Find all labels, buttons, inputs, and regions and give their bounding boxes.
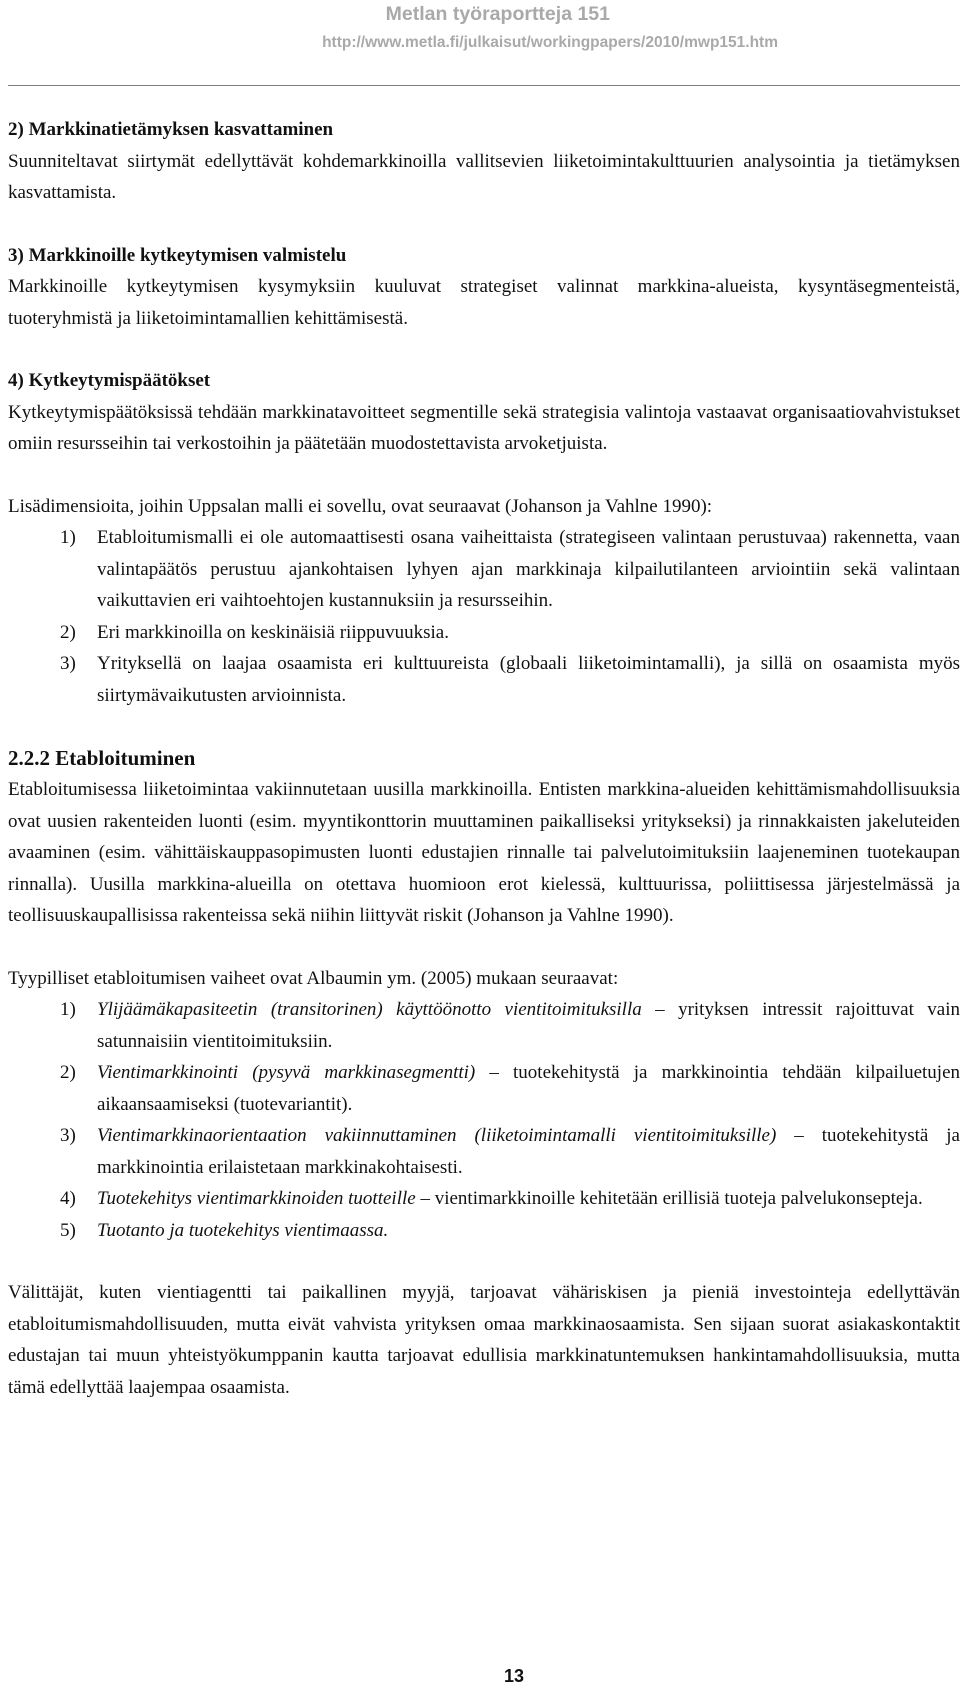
page-number: 13 (503, 1666, 525, 1686)
phase-text: – tuotekehitystä ja markkinointia tehdään kilpailuetujen aikaansaamiseksi (tuotevariantit). (97, 1062, 960, 1115)
section-2-text: Suunniteltavat siirtymät edellyttävät kohdemarkkinoilla vallitsevien liiketoimintakulttuurien analysointia ja tietämyksen kasvattamista. (8, 150, 960, 203)
page-body (8, 114, 960, 1434)
phase-text: – yrityksen intressit rajoittuvat vain satunnaisiin vientitoimituksiin. (97, 999, 960, 1052)
phase-title: Tuotekehitys vientimarkkinoiden tuotteille (97, 1188, 416, 1209)
phase-title: Vientimarkkinointi (pysyvä markkinasegmentti) (97, 1062, 476, 1083)
list-item (8, 1120, 960, 1183)
list-number: 2) (60, 1062, 76, 1083)
list-item (8, 1057, 960, 1120)
dimensions-block (8, 491, 960, 712)
section-222-para2-block (8, 1277, 960, 1403)
list-number: 2) (60, 621, 76, 643)
phase-title: Vientimarkkinaorientaation vakiinnuttaminen (liiketoimintamalli vientitoimituksille) (97, 1125, 777, 1146)
section-2 (8, 114, 960, 209)
phases-list (8, 994, 960, 1246)
phases-block (8, 963, 960, 1247)
list-text: Eri markkinoilla on keskinäisiä riippuvuuksia. (97, 621, 449, 643)
list-item (8, 994, 960, 1057)
section-2-heading: 2) Markkinatietämyksen kasvattaminen (8, 119, 334, 140)
dimensions-list (8, 522, 960, 711)
section-title: 2.2.2 Etabloituminen (8, 746, 196, 770)
list-text: Etabloitumismalli ei ole automaattisesti osana vaiheittaista (strategiseen valintaan perustuvaa) rakennetta, vaan valintapäätös perustuu ajankohtaisen lyhyen ajan markkinaja kilpailutilanteen arviointiin sekä valintaan vaikuttavien eri vaihtoehtojen kustannuksiin ja resursseihin. (97, 527, 960, 611)
list-number: 3) (60, 1125, 76, 1146)
list-number: 4) (60, 1188, 76, 1209)
list-number: 5) (60, 1219, 76, 1241)
section-3-heading: 3) Markkinoille kytkeytymisen valmistelu (8, 244, 347, 266)
section-222-para1-block (8, 774, 960, 932)
list-text: Yrityksellä on laajaa osaamista eri kulttuureista (globaali liiketoimintamalli), ja sillä on osaamista myös siirtymävaikutusten arvioinnista. (97, 653, 960, 706)
phases-intro: Tyypilliset etabloitumisen vaiheet ovat Albaumin ym. (2005) mukaan seuraavat: (8, 967, 619, 989)
series-url[interactable]: http://www.metla.fi/julkaisut/workingpapers/2010/mwp151.htm (322, 34, 778, 51)
section-4-text: Kytkeytymispäätöksissä tehdään markkinatavoitteet segmentille sekä strategisia valintoja vastaavat organisaatiovahvistukset omiin resursseihin tai verkostoihin ja päätetään muodostettavista arvoketjuista. (8, 401, 960, 454)
list-item (8, 1183, 960, 1215)
phase-title: Tuotanto ja tuotekehitys vientimaassa. (97, 1219, 389, 1241)
section-222-para1: Etabloitumisessa liiketoimintaa vakiinnutetaan uusilla markkinoilla. Entisten markkina-alueiden kehittämismahdollisuuksia ovat uusien rakenteiden luonti (esim. myyntikonttorin muuttaminen paikalliseksi yritykseksi) ja rinnakkaisten jakeluteiden avaaminen (esim. vähittäiskauppasopimusten luonti edustajien rinnalle tai palvelutoimituksiin laajeneminen tuotekaupan rinnalla). Uusilla markkina-alueilla on otettava huomioon erot kielessä, kulttuurissa, poliittisessa järjestelmässä ja teollisuuskaupallisissa rakenteissa sekä niihin liittyvät riskit (Johanson ja Vahlne 1990). (8, 779, 960, 926)
list-item (8, 617, 960, 649)
list-item (8, 1215, 960, 1247)
section-4 (8, 365, 960, 460)
header-rule (8, 85, 960, 86)
dimensions-intro: Lisädimensioita, joihin Uppsalan malli ei sovellu, ovat seuraavat (Johanson ja Vahlne 1990): (8, 495, 713, 517)
section-4-heading: 4) Kytkeytymispäätökset (8, 370, 211, 391)
list-number: 3) (60, 653, 76, 674)
phase-title: Ylijäämäkapasiteetin (transitorinen) käyttöönotto vientitoimituksilla (97, 999, 642, 1020)
section-222-para2: Välittäjät, kuten vientiagentti tai paikallinen myyjä, tarjoavat vähäriskisen ja pieniä investointeja edellyttävän etabloitumismahdollisuuden, mutta eivät vahvista yrityksen omaa markkinaosaamista. Sen sijaan suorat asiakaskontaktit edustajan tai muun yhteistyökumppanin kautta tarjoavat edullisia markkinatuntemuksen hankintamahdollisuuksia, mutta tämä edellyttää laajempaa osaamista. (8, 1282, 960, 1398)
list-item (8, 648, 960, 711)
section-3 (8, 240, 960, 335)
list-item (8, 522, 960, 617)
phase-text: – tuotekehitystä ja markkinointia erilaistetaan markkinakohtaisesti. (97, 1125, 960, 1178)
list-number: 1) (60, 999, 76, 1020)
phase-text: – vientimarkkinoille kehitetään erillisiä tuoteja palvelukonsepteja. (415, 1188, 923, 1209)
series-title: Metlan työraportteja 151 (385, 3, 610, 25)
section-3-text: Markkinoille kytkeytymisen kysymyksiin kuuluvat strategiset valinnat markkina-alueista, kysyntäsegmenteistä, tuoteryhmistä ja liiketoimintamallien kehittämisestä. (8, 276, 960, 329)
list-number: 1) (60, 527, 76, 548)
